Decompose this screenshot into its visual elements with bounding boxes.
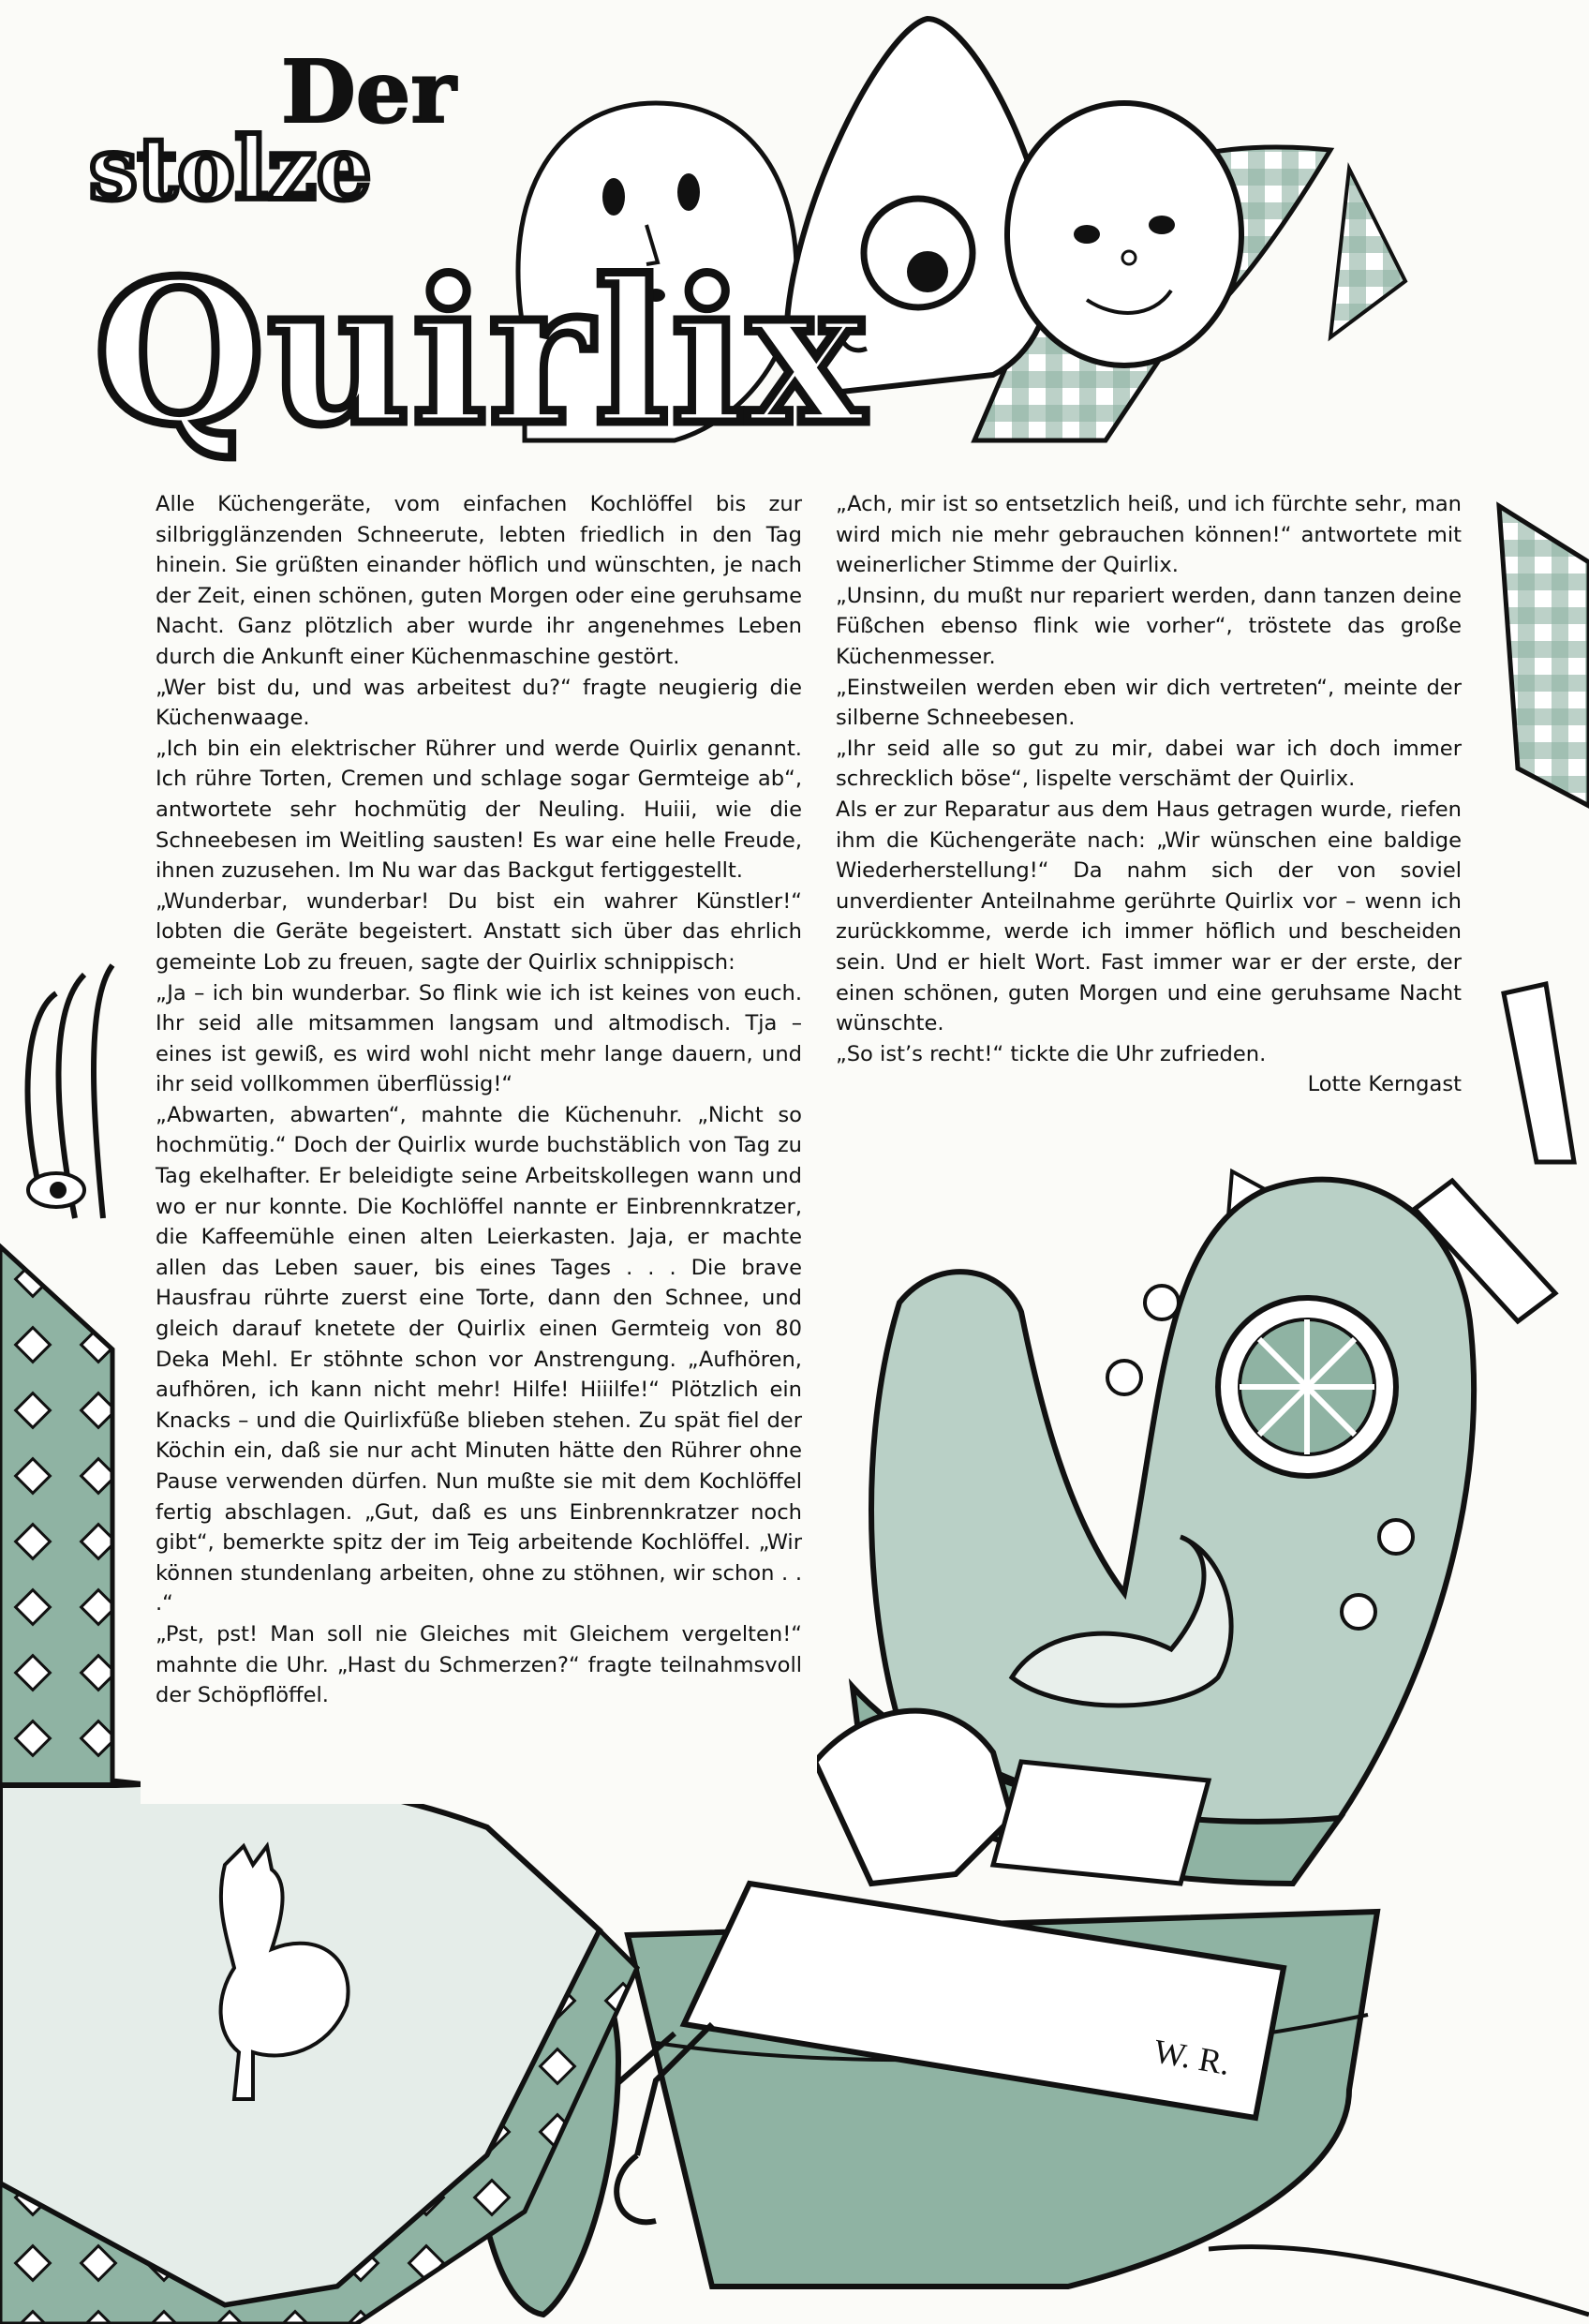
mixer-label: W. R. <box>1151 2032 1234 2083</box>
title-quirlix: Quirlix <box>94 237 867 469</box>
smiling-character <box>1007 103 1241 365</box>
title-lettering <box>89 41 867 469</box>
paragraph: Als er zur Reparatur aus dem Haus getragen wurde, riefen ihm die Küchengeräte nach: „Wir wünschen eine baldige Wiederherstellung!“ Da nahm sich der von soviel unverdienter Anteilnahme gerührte Quirlix vor – wenn ich zurückkomme, werde ich immer höflich und bescheiden sein. Und er hielt Wort. Fast immer war er der erste, der einen schönen, guten Morgen und eine geruhsame Nacht wünschte. <box>836 797 1462 1036</box>
paragraph: „Ich bin ein elektrischer Rührer und werde Quirlix genannt. Ich rühre Torten, Cremen und schlage sogar Germteige ab“, antwortete sehr hochmütig der Neuling. Huiii, wie die Schneebesen im Weitling sausten! Es war eine helle Freude, ihnen zuzusehen. Im Nu war das Backgut fertiggestellt. <box>156 736 802 884</box>
article-column-left <box>156 489 802 1711</box>
paragraph: Alle Küchengeräte, vom einfachen Kochlöffel bis zur silbrigglänzenden Schneerute, lebten friedlich in den Tag hinein. Sie grüßten einander höflich und wünschten, je nach der Zeit, einen schönen, guten Morgen oder eine geruhsame Nacht. Ganz plötzlich aber wurde ihr angenehmes Leben durch die Ankunft einer Küchenmaschine gestört. <box>156 492 802 669</box>
title-stolze: stolze <box>89 118 372 219</box>
paragraph: „Ihr seid alle so gut zu mir, dabei war ich doch immer schrecklich böse“, lispelte verschämt der Quirlix. <box>836 736 1462 792</box>
paragraph: „Pst, pst! Man soll nie Gleiches mit Gleichem vergelten!“ mahnte die Uhr. „Hast du Schmerzen?“ fragte teilnahmsvoll der Schöpflöffel. <box>156 1621 802 1708</box>
paragraph: „Ach, mir ist so entsetzlich heiß, und ich fürchte sehr, man wird mich nie mehr gebrauchen können!“ antwortete mit weinerlicher Stimme der Quirlix. <box>836 492 1462 578</box>
paragraph: „So ist’s recht!“ tickte die Uhr zufrieden. <box>836 1041 1267 1066</box>
paragraph: „Abwarten, abwarten“, mahnte die Küchenuhr. „Nicht so hochmütig.“ Doch der Quirlix wurde buchstäblich von Tag zu Tag ekelhafter. Er beleidigte seine Arbeitskollegen wann und wo er nur konnte. Die Kochlöffel nannte er Einbrennkratzer, die Kaffeemühle einen alten Leierkasten. Jaja, er machte allen das Leben sauer, bis eines Tages . . . Die brave Hausfrau rührte zuerst eine Torte, dann den Schnee, und gleich darauf knetete der Quirlix einen Germteig von 80 Deka Mehl. Er stöhnte schon vor Anstrengung. „Aufhören, aufhören, ich kann nicht mehr! Hilfe! Hiiilfe!“ Plötzlich ein Knacks – und die Quirlixfüße blieben stehen. Zu spät fiel der Köchin ein, daß sie nur acht Minuten hätte den Rührer ohne Pause verwenden dürfen. Nun mußte sie mit dem Kochlöffel fertig abschlagen. „Gut, daß es uns Einbrennkratzer noch gibt“, bemerkte spitz der im Teig arbeitende Kochlöffel. „Wir können stundenlang arbeiten, ohne zu stöhnen, wir schon . . .“ <box>156 1102 802 1616</box>
paragraph: „Ja – ich bin wunderbar. So flink wie ich ist keines von euch. Ihr seid alle mitsammen langsam und altmodisch. Tja – eines ist gewiß, es wird wohl nicht mehr lange dauern, und ihr seid vollkommen überflüssig!“ <box>156 980 802 1097</box>
paragraph: „Unsinn, du mußt nur repariert werden, dann tanzen deine Füßchen ebenso flink wie vorher“, tröstete das große Küchenmesser. <box>836 583 1462 669</box>
gingham-strip <box>1499 506 1589 806</box>
article-column-right <box>836 489 1462 1100</box>
author-name: Lotte Kerngast <box>1307 1072 1462 1097</box>
title-der: Der <box>281 41 456 142</box>
whisk-character <box>28 965 112 1218</box>
paragraph: „Wer bist du, und was arbeitest du?“ fragte neugierig die Küchenwaage. <box>156 675 802 731</box>
paragraph: „Wunderbar, wunderbar! Du bist ein wahrer Künstler!“ lobten die Geräte begeistert. Anstatt sich über das ehrlich gemeinte Lob zu freuen, sagte der Quirlix schnippisch: <box>156 888 802 975</box>
paragraph: „Einstweilen werden eben wir dich vertreten“, meinte der silberne Schneebesen. <box>836 675 1462 731</box>
